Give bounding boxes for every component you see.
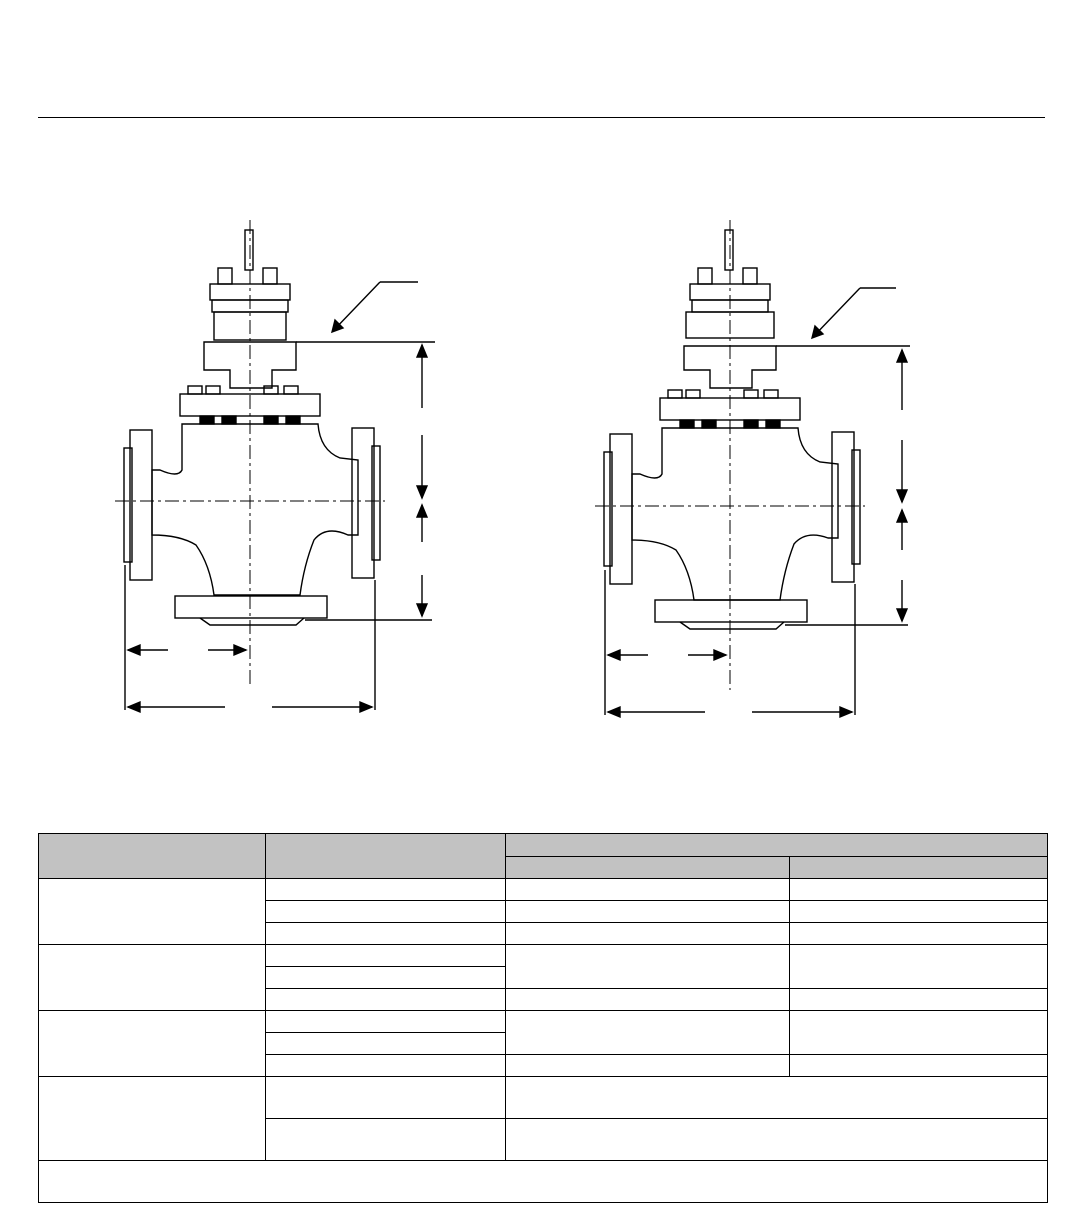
table-cell bbox=[506, 879, 790, 901]
table-cell bbox=[790, 923, 1048, 945]
table-row bbox=[39, 1011, 1048, 1033]
table-cell bbox=[266, 901, 506, 923]
valve-drawing-left bbox=[100, 220, 440, 720]
table-cell bbox=[506, 1077, 1048, 1119]
dimensions-table bbox=[38, 833, 1048, 1203]
table-cell bbox=[506, 1119, 1048, 1161]
header-group-cell bbox=[506, 834, 1048, 857]
table-note-row bbox=[39, 1161, 1048, 1203]
table-cell bbox=[266, 1033, 506, 1055]
table-cell bbox=[266, 989, 506, 1011]
table-cell bbox=[790, 1055, 1048, 1077]
table-cell bbox=[506, 1055, 790, 1077]
table-row bbox=[39, 1077, 1048, 1119]
header-sub-cell-1 bbox=[506, 857, 790, 879]
table-cell bbox=[266, 923, 506, 945]
table-cell bbox=[506, 901, 790, 923]
table-row bbox=[39, 945, 1048, 967]
table-cell bbox=[506, 989, 790, 1011]
table-cell bbox=[790, 989, 1048, 1011]
table-cell bbox=[39, 945, 266, 1011]
table-cell bbox=[266, 945, 506, 967]
table-cell bbox=[266, 1011, 506, 1033]
table-cell bbox=[266, 967, 506, 989]
table-cell bbox=[790, 879, 1048, 901]
table-cell bbox=[790, 901, 1048, 923]
table-cell bbox=[506, 923, 790, 945]
table-row bbox=[39, 879, 1048, 901]
table-header-row bbox=[39, 834, 1048, 857]
table-cell bbox=[39, 1077, 266, 1161]
table-cell bbox=[790, 1011, 1048, 1055]
table-cell bbox=[266, 1119, 506, 1161]
table-cell bbox=[506, 945, 790, 989]
table-cell bbox=[266, 1055, 506, 1077]
table-note bbox=[39, 1161, 1048, 1203]
table-cell bbox=[266, 879, 506, 901]
table-cell bbox=[266, 1077, 506, 1119]
table-cell bbox=[39, 1011, 266, 1077]
table-cell bbox=[39, 879, 266, 945]
header-rule bbox=[38, 117, 1045, 118]
header-cell-2 bbox=[266, 834, 506, 879]
table-cell bbox=[506, 1011, 790, 1055]
table-cell bbox=[790, 945, 1048, 989]
valve-drawing-right bbox=[580, 220, 920, 720]
header-cell-1 bbox=[39, 834, 266, 879]
header-sub-cell-2 bbox=[790, 857, 1048, 879]
